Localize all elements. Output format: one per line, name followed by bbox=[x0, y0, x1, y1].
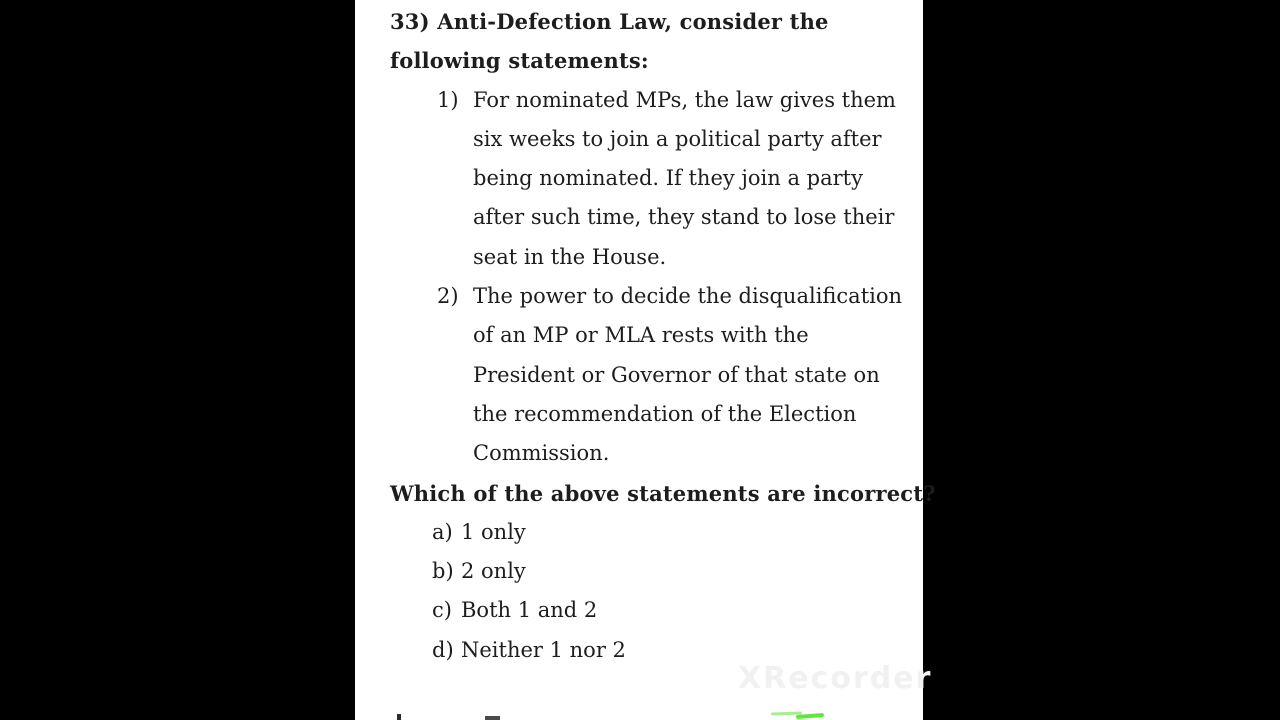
statement-1-line: after such time, they stand to lose their bbox=[473, 205, 895, 230]
xrecorder-watermark: XRecorder bbox=[738, 661, 933, 696]
green-highlight-mark bbox=[796, 713, 824, 719]
statement-1 bbox=[355, 81, 923, 277]
option-c-letter: c) bbox=[432, 598, 452, 623]
option-a-letter: a) bbox=[432, 519, 453, 544]
statement-1-line: six weeks to join a political party after bbox=[473, 126, 882, 151]
question-header-line-2: following statements: bbox=[390, 48, 649, 74]
statement-1-line: being nominated. If they join a party bbox=[473, 166, 863, 191]
question-header-line-1: 33) Anti-Defection Law, consider the bbox=[390, 9, 829, 34]
option-b-text: 2 only bbox=[461, 559, 526, 584]
left-letterbox-bar bbox=[0, 0, 355, 720]
statement-2-line: the recommendation of the Election bbox=[473, 401, 857, 426]
option-b bbox=[355, 552, 923, 591]
cutoff-text-fragment bbox=[397, 714, 401, 720]
option-a-text: 1 only bbox=[461, 519, 526, 544]
statement-2-line: of an MP or MLA rests with the bbox=[473, 323, 809, 348]
statement-2-line: The power to decide the disqualification bbox=[473, 284, 903, 309]
option-a bbox=[355, 513, 923, 552]
option-d-letter: d) bbox=[432, 637, 454, 662]
question-prompt: Which of the above statements are incorrect? bbox=[390, 480, 936, 506]
right-letterbox-bar bbox=[923, 0, 1280, 720]
option-c bbox=[355, 591, 923, 630]
statement-2-line: President or Governor of that state on bbox=[473, 362, 880, 387]
cutoff-text-fragment bbox=[485, 716, 500, 720]
statement-1-line: For nominated MPs, the law gives them bbox=[473, 87, 896, 112]
statement-2-number: 2) bbox=[437, 284, 459, 309]
option-b-letter: b) bbox=[432, 559, 454, 584]
statement-2-line: Commission. bbox=[473, 441, 610, 466]
option-d-text: Neither 1 nor 2 bbox=[461, 637, 626, 662]
document-page bbox=[355, 0, 936, 720]
question-block bbox=[355, 2, 936, 670]
statement-1-line: seat in the House. bbox=[473, 244, 667, 269]
statement-1-number: 1) bbox=[437, 87, 459, 112]
statement-2 bbox=[355, 277, 923, 473]
option-c-text: Both 1 and 2 bbox=[461, 598, 598, 623]
